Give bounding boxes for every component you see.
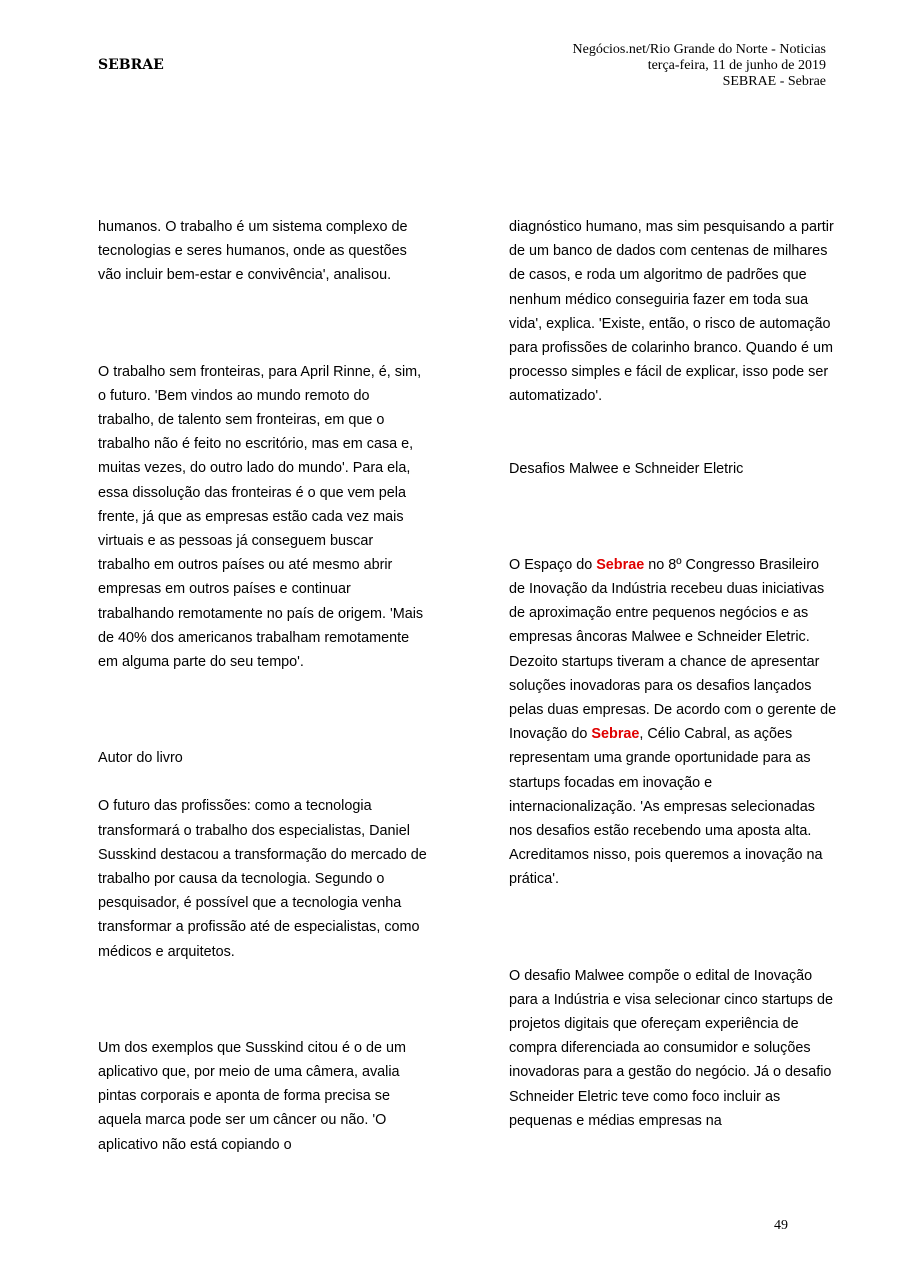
highlighted-keyword: Sebrae: [591, 726, 640, 743]
paragraph-text: no 8º Congresso Brasileiro de Inovação da Indústria recebeu duas iniciativas de aproximação entre pequenos negócios e as empresas âncoras Malwee e Schneider Eletric. Dezoito startups tiveram a chance de apresentar soluções inovadoras para os desafios lançados pelas duas empresas. De acordo com o gerente de Inovação do: [509, 556, 837, 743]
paragraph: Um dos exemplos que Susskind citou é o de um aplicativo que, por meio de uma câmera, avalia pintas corporais e aponta de forma precisa se aquela marca pode ser um câncer ou não. 'O aplicativo não está copiando o: [98, 1039, 406, 1153]
right-column: [509, 215, 839, 1133]
paragraph-text: , Célio Cabral, as ações representam uma grande oportunidade para as startups focadas em inovação e internacionalização. 'As empresas selecionadas nos desafios estão recebendo uma aposta alta. Acreditamos nisso, pois queremos a inovação na prática'.: [509, 726, 823, 888]
brand-name: SEBRAE: [98, 57, 164, 73]
paragraph: O futuro das profissões: como a tecnologia transformará o trabalho dos especialistas, Daniel Susskind destacou a transformação do mercado de trabalho por causa da tecnologia. Segundo o pesquisador, é possível que a tecnologia venha transformar a profissão até de especialistas, como médicos e arquitetos.: [98, 798, 427, 960]
paragraph-text: O Espaço do: [509, 556, 597, 573]
paragraph: O desafio Malwee compõe o edital de Inovação para a Indústria e visa selecionar cinco startups de projetos digitais que ofereçam experiência de compra diferenciada ao consumidor e soluções inovadoras para a gestão do negócio. Já o desafio Schneider Eletric teve como foco incluir as pequenas e médias empresas na: [509, 967, 833, 1129]
page-number: 49: [774, 1218, 788, 1233]
publisher-line: SEBRAE - Sebrae: [722, 74, 826, 89]
section-heading: Desafios Malwee e Schneider Eletric: [509, 460, 744, 477]
publication-header: [573, 42, 827, 90]
date-line: terça-feira, 11 de junho de 2019: [647, 58, 826, 73]
section-heading: Autor do livro: [98, 750, 183, 767]
highlighted-keyword: Sebrae: [596, 556, 645, 573]
paragraph: [509, 553, 839, 892]
paragraph: O trabalho sem fronteiras, para April Rinne, é, sim, o futuro. 'Bem vindos ao mundo remoto do trabalho, de talento sem fronteiras, em que o trabalho não é feito no escritório, mas em casa e, muitas vezes, do outro lado do mundo'. Para ela, essa dissolução das fronteiras é o que vem pela frente, já que as empresas estão cada vez mais virtuais e as pessoas já conseguem buscar trabalho em outros países ou até mesmo abrir empresas em outros países e continuar trabalhando remotamente no país de origem. 'Mais de 40% dos americanos trabalham remotamente em alguma parte do seu tempo'.: [98, 363, 424, 671]
source-line: Negócios.net/Rio Grande do Norte - Noticias: [572, 42, 826, 57]
paragraph: humanos. O trabalho é um sistema complexo de tecnologias e seres humanos, onde as questões vão incluir bem-estar e convivência', analisou.: [98, 219, 408, 284]
left-column: [98, 215, 428, 1157]
paragraph: diagnóstico humano, mas sim pesquisando a partir de um banco de dados com centenas de milhares de casos, e roda um algoritmo de padrões que nenhum médico conseguiria fazer em toda sua vida', explica. 'Existe, então, o risco de automação para profissões de colarinho branco. Quando é um processo simples e fácil de explicar, isso pode ser automatizado'.: [509, 219, 834, 405]
